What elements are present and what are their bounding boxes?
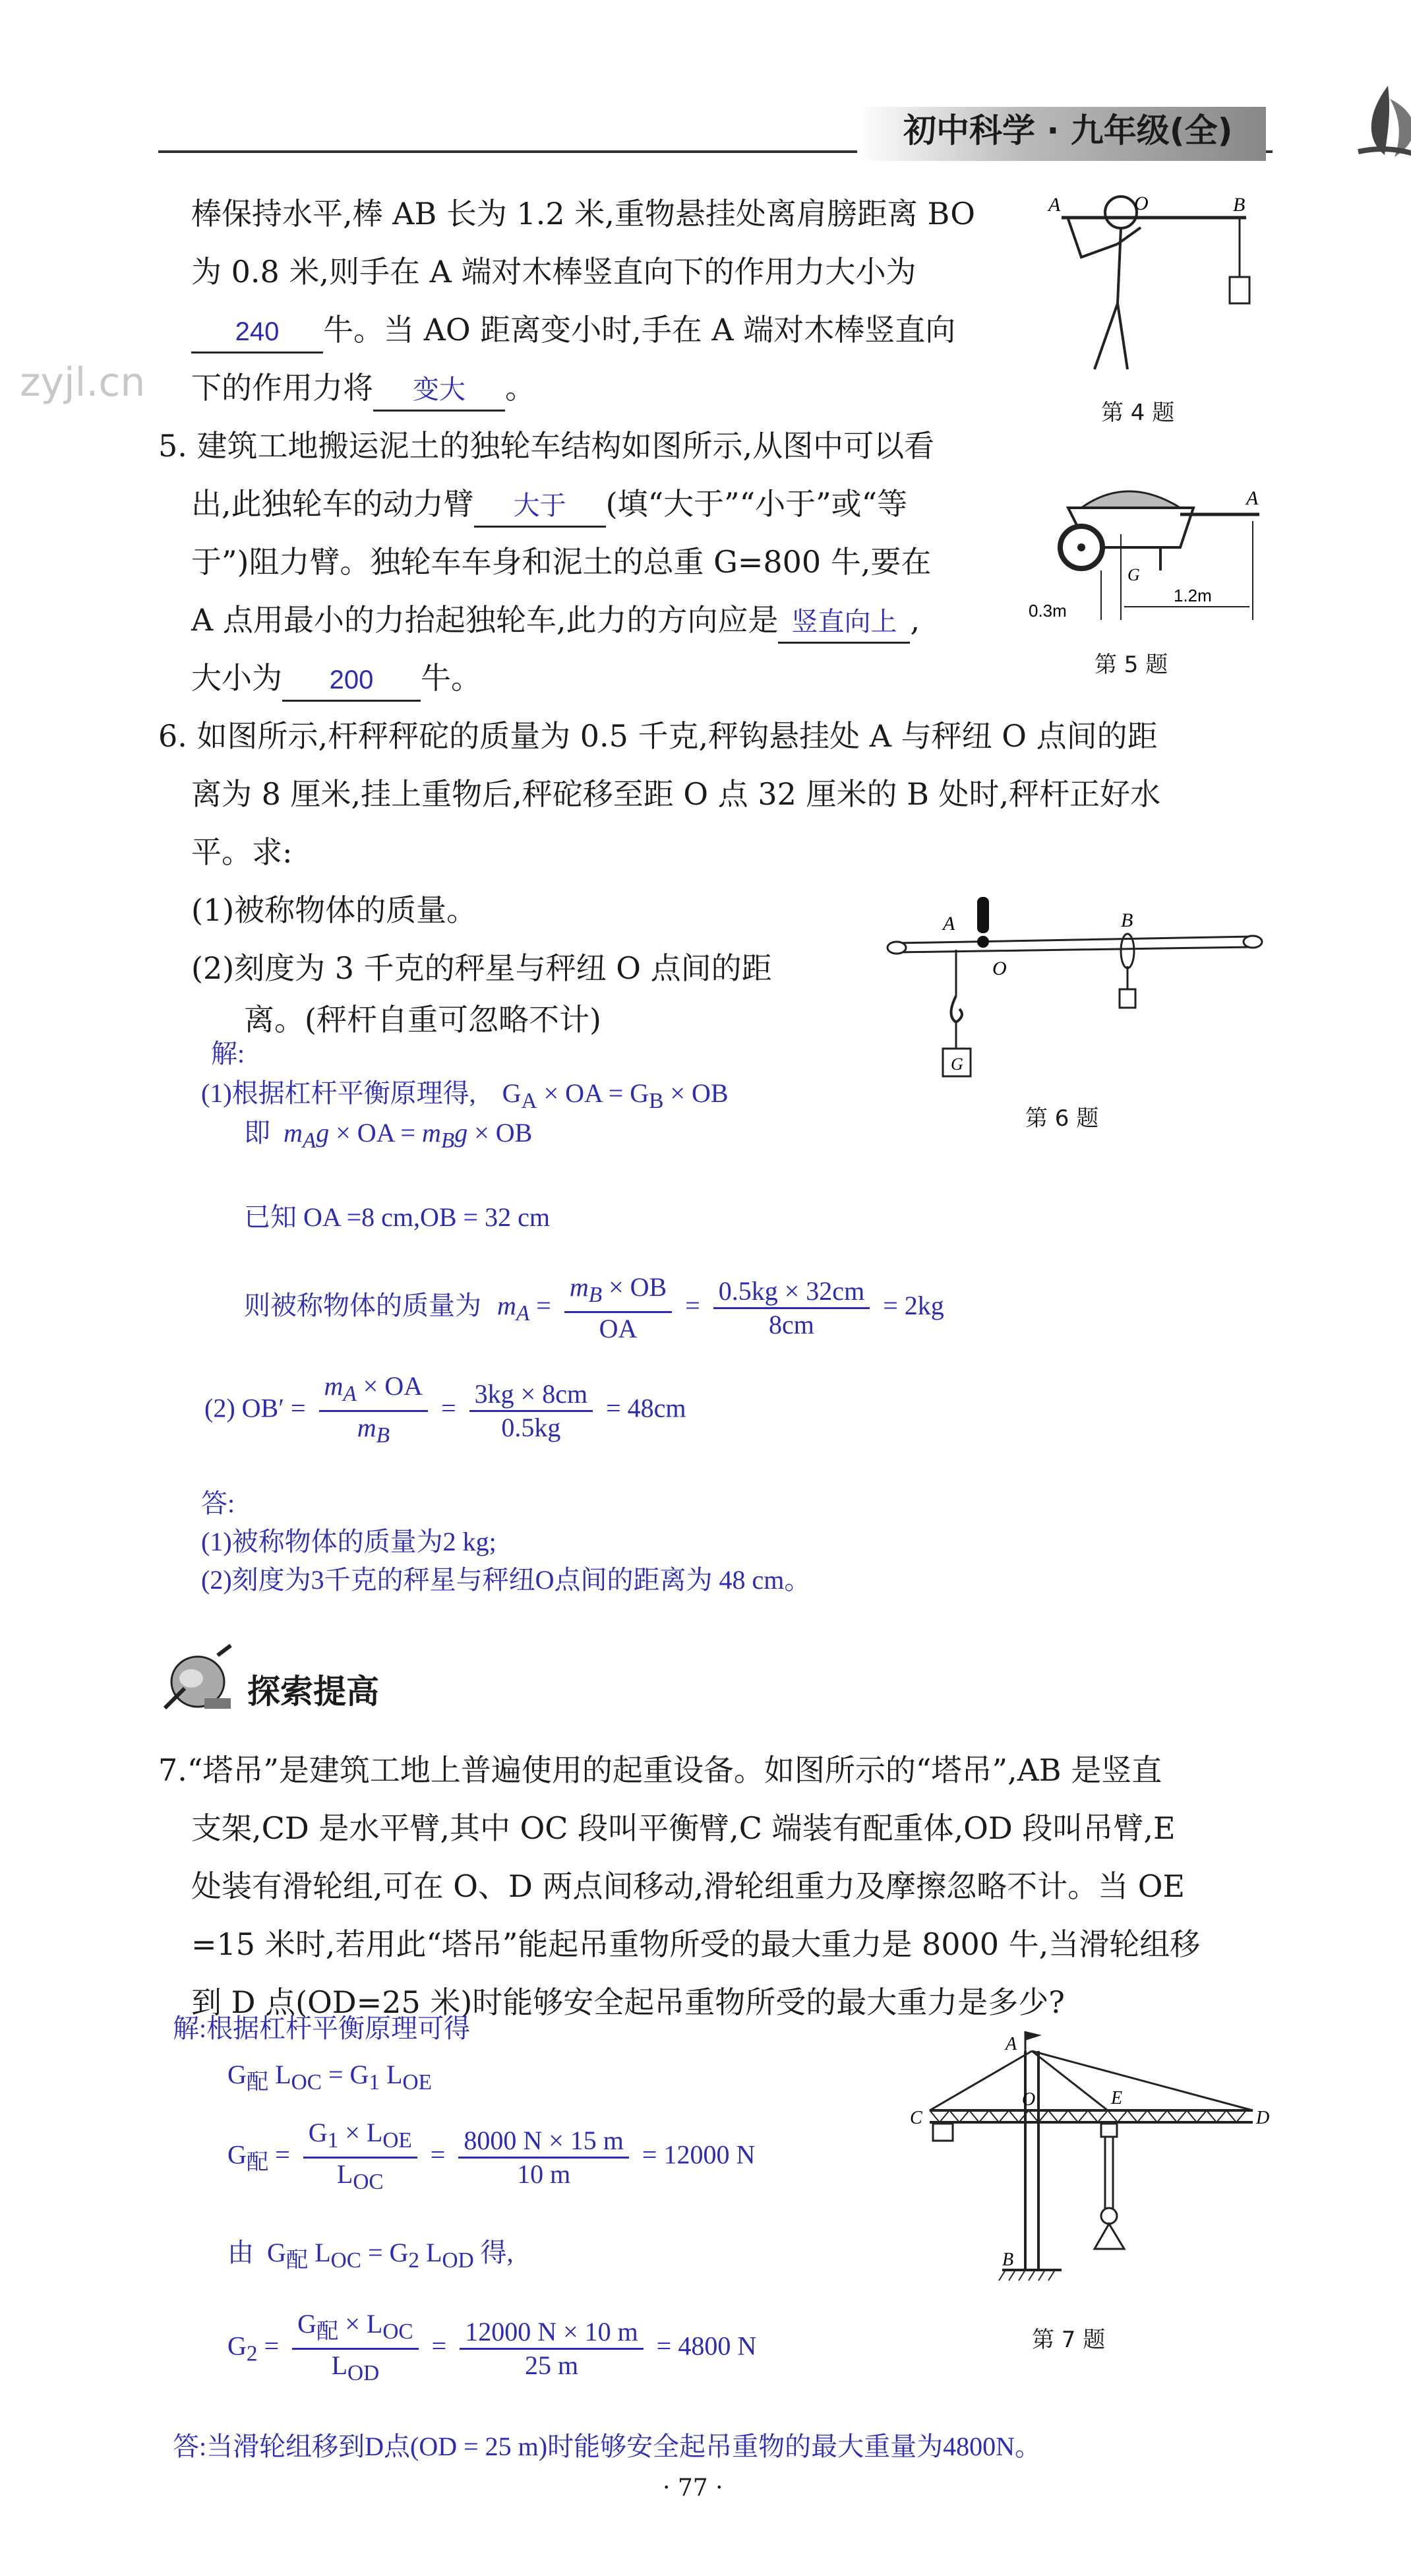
figure-q4 [1042, 191, 1259, 396]
q6-line1: 6. 如图所示,杆秤秤砣的质量为 0.5 千克,秤钩悬挂处 A 与秤纽 O 点间的距 [158, 718, 1158, 754]
q7-sol-head: 解:根据杠杆平衡原理可得 [173, 2013, 471, 2043]
q4-line1: 棒保持水平,棒 AB 长为 1.2 米,重物悬挂处离肩膀距离 BO [191, 196, 975, 231]
figure-q5 [1029, 462, 1266, 633]
q7-line3: 处装有滑轮组,可在 O、D 两点间移动,滑轮组重力及摩擦忽略不计。当 OE [191, 1868, 1185, 1904]
q7-label-a: A [1006, 2034, 1017, 2054]
q6-sub2a: (2)刻度为 3 千克的秤星与秤纽 O 点间的距 [191, 950, 772, 986]
q4-label-o: O [1134, 193, 1149, 214]
q6-sol-l3: 已知 OA =8 cm,OB = 32 cm [244, 1202, 550, 1232]
q7-fig-caption: 第 7 题 [1032, 2327, 1106, 2353]
q5-label-d1: 0.3m [1029, 601, 1067, 621]
q5-label-d2: 1.2m [1174, 586, 1212, 605]
q5-line4: A 点用最小的力抬起独轮车,此力的方向应是 竖直向上 , [191, 591, 920, 649]
q6-sol-head: 解: [211, 1039, 245, 1068]
q7-sol-eq3: 由 $G_配$ $L_{OC} = G_2$ $L_{OD}$ 得, [227, 2238, 514, 2273]
q4-line4: 下的作用力将 变大 。 [191, 359, 535, 417]
q5-label-a: A [1246, 487, 1259, 509]
q7-label-o: O [1022, 2089, 1036, 2110]
q6-line2: 离为 8 厘米,挂上重物后,秤砣移至距 O 点 32 厘米的 B 处时,秤杆正好水 [191, 776, 1161, 812]
page-header [158, 92, 1266, 165]
figure-q7 [903, 2025, 1273, 2302]
q7-label-c: C [910, 2108, 922, 2128]
q7-label-e: E [1111, 2088, 1123, 2108]
q7-sol-eq4: $G_2$ = $\frac{G_配 \times L_{OC}}{L_{OD}}$ = $\frac{12000 N \times 10 m}{25 m}$ = 4800 N [227, 2309, 757, 2385]
q4-fig-caption: 第 4 题 [1101, 400, 1175, 426]
q6-label-o: O [992, 958, 1007, 979]
q6-sol-l4: 则被称物体的质量为 $m_A$ = $\frac{m_B \times OB}{OA}$ = $\frac{0.5kg \times 32cm}{8cm}$ = 2kg [244, 1272, 944, 1344]
q5-label-g: G [1127, 565, 1140, 584]
page-title: 初中科学 · 九年级(全) [903, 111, 1233, 150]
watermark: zyjl.cn [20, 359, 146, 406]
q5-answer1: 大于 [474, 486, 606, 528]
q6-answer1: (1)被称物体的质量为2 kg; [201, 1527, 496, 1556]
q6-label-b: B [1121, 909, 1133, 931]
q6-sub1: (1)被称物体的质量。 [191, 892, 477, 928]
q5-line1: 5. 建筑工地搬运泥土的独轮车结构如图所示,从图中可以看 [158, 428, 935, 464]
q4-line2: 为 0.8 米,则手在 A 端对木棒竖直向下的作用力大小为 [191, 254, 916, 290]
q6-answer2: (2)刻度为3千克的秤星与秤纽O点间的距离为 48 cm。 [201, 1565, 811, 1595]
q4-label-a: A [1048, 194, 1061, 216]
q6-label-g: G [951, 1055, 963, 1074]
q5-answer3: 200 [282, 660, 421, 702]
q7-line2: 支架,CD 是水平臂,其中 OC 段叫平衡臂,C 端装有配重体,OD 段叫吊臂,E [191, 1810, 1176, 1846]
q6-sub2b: 离。(秤杆自重可忽略不计) [244, 1002, 601, 1037]
q7-line4: =15 米时,若用此“塔吊”能起吊重物所受的最大重力是 8000 牛,当滑轮组移 [191, 1926, 1201, 1962]
q6-answer-head: 答: [201, 1488, 235, 1518]
page-number: · 77 · [663, 2474, 723, 2501]
q5-answer2: 竖直向上 [778, 602, 910, 644]
leaf-logo-icon [1338, 79, 1411, 165]
q4-line3: 240 牛。当 AO 距离变小时,手在 A 端对木棒竖直向 [191, 301, 955, 359]
section-title: 探索提高 [247, 1672, 379, 1711]
q7-line1: 7.“塔吊”是建筑工地上普遍使用的起重设备。如图所示的“塔吊”,AB 是竖直 [158, 1752, 1162, 1788]
explore-icon [158, 1642, 244, 1715]
q6-line3: 平。求: [191, 834, 293, 870]
q7-label-b: B [1002, 2250, 1014, 2270]
q7-answer: 答:当滑轮组移到D点(OD = 25 m)时能够安全起吊重物的最大重量为4800N。 [173, 2432, 1041, 2461]
q6-sol-l1: (1)根据杠杆平衡原理得, $G_A$ × OA = $G_B$ × OB [201, 1078, 729, 1113]
q7-line5: 到 D 点(OD=25 米)时能够安全起吊重物所受的最大重力是多少? [191, 1984, 1065, 2020]
q6-fig-caption: 第 6 题 [1025, 1105, 1099, 1132]
q6-sol-l5: (2) OB′ = $\frac{m_A \times OA}{m_B}$ = $\frac{3kg \times 8cm}{0.5kg}$ = 48cm [204, 1371, 686, 1448]
q7-sol-eq2: $G_配$ = $\frac{G_1 \times L_{OE}}{L_{OC}}$ = $\frac{8000 N \times 15 m}{10 m}$ = 12000 N [227, 2118, 756, 2194]
q4-answer2: 变大 [373, 370, 505, 412]
q7-label-d: D [1256, 2108, 1270, 2128]
figure-q6 [884, 897, 1266, 1095]
q4-label-b: B [1233, 194, 1246, 216]
q6-label-a: A [943, 913, 955, 935]
q5-line5: 大小为 200 牛。 [191, 649, 481, 707]
q5-fig-caption: 第 5 题 [1095, 652, 1168, 678]
q5-line3: 于”)阻力臂。独轮车车身和泥土的总重 G=800 牛,要在 [191, 544, 932, 580]
q7-sol-eq1: $G_配$ $L_{OC} = G_1$ $L_{OE}$ [227, 2060, 432, 2095]
q4-answer1: 240 [191, 312, 323, 353]
q6-sol-l2: 即 $m_Ag$ × OA = $m_Bg$ × OB [244, 1118, 533, 1153]
q5-line2: 出,此独轮车的动力臂 大于 (填“大于”“小于”或“等 [191, 475, 907, 533]
